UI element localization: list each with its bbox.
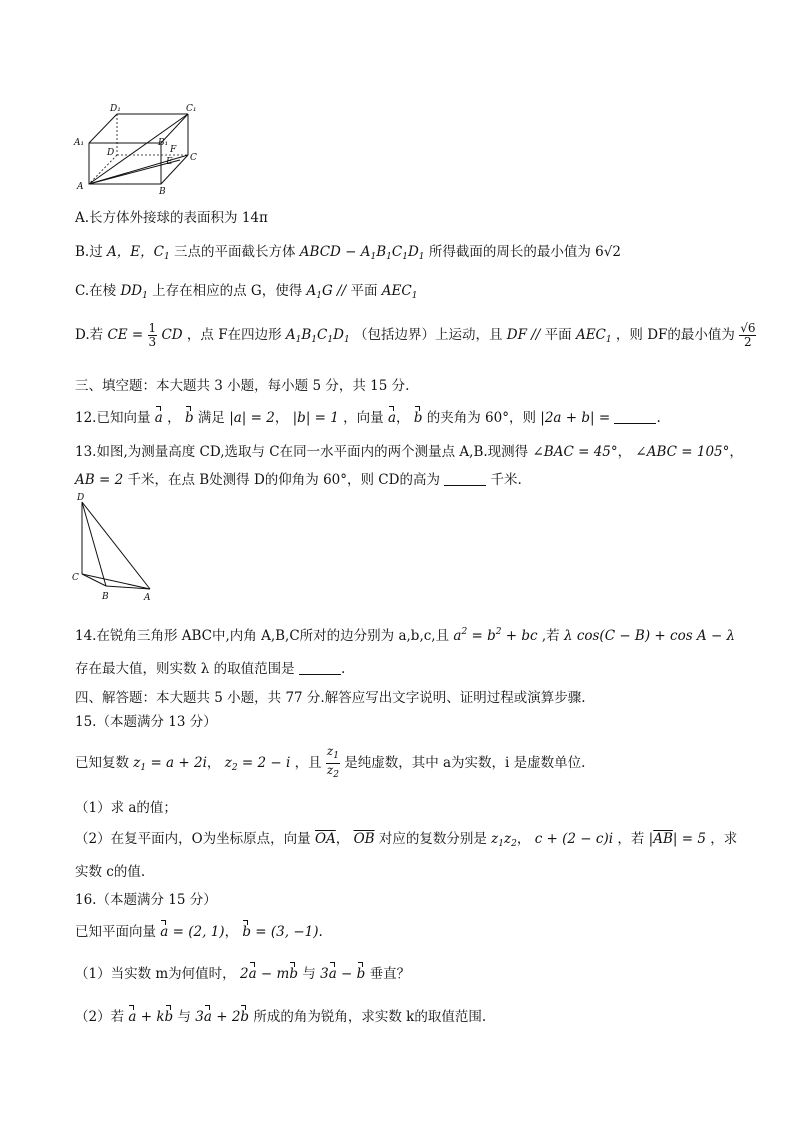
- option-d-text-1: D.若: [75, 327, 104, 343]
- option-c-edge: $DD_1$: [120, 283, 148, 301]
- section-4-title: 四、解答题：本大题共 5 小题，共 77 分.解答应写出文字说明、证明过程或演算步骤.: [75, 690, 586, 706]
- q15-p2-text-2: 对应的复数分别是: [378, 831, 487, 847]
- q16-text-1: 已知平面向量: [75, 924, 156, 940]
- label-d: D: [107, 148, 115, 158]
- option-c-text-3: 平面: [350, 283, 378, 299]
- q12-vec-b2: b: [413, 410, 423, 426]
- option-a-math: 14π: [241, 210, 268, 226]
- q14-equation: $a^2 = b^2$ + bc: [453, 627, 538, 644]
- q13-text-3: 千米.: [490, 472, 522, 488]
- option-c-plane: $AEC_1$: [381, 283, 418, 301]
- option-c: [75, 279, 417, 301]
- question-16-stem: 已知平面向量 a = (2, 1)， b = (3, −1).: [75, 924, 323, 940]
- option-b-text-3: 所得截面的周长的最小值为: [428, 244, 591, 260]
- question-12: 12.已知向量 a ， b 满足 |a| = 2， |b| = 1 ，向量 a， b 的夹角为 60°，则 |2a + b| = .: [75, 410, 661, 426]
- q15-abs-ab: $|\overline{AB}| = 5$: [648, 831, 706, 847]
- q12-text-4: 的夹角为 60°，则: [426, 410, 536, 426]
- q16-p2-expr-1: a + kb: [128, 1009, 174, 1025]
- option-b-text-2: 三点的平面截长方体: [173, 244, 296, 260]
- label-f: F: [170, 145, 177, 155]
- label-d1: D₁: [110, 104, 121, 114]
- q13-text-2: 千米，在点 B处测得 D的仰角为 60°，则 CD的高为: [127, 472, 440, 488]
- q12-answer-blank[interactable]: [614, 410, 656, 424]
- option-d-ce: CE =: [107, 327, 144, 343]
- q16-p2-text-2: 所成的角为锐角，求实数 k的取值范围.: [253, 1009, 487, 1025]
- q15-vec-ob: $\overline{OB}$: [353, 831, 375, 847]
- q13-answer-blank[interactable]: [444, 472, 486, 486]
- cuboid-figure: [72, 100, 202, 195]
- q12-vec-a2: a: [387, 410, 397, 426]
- q12-text-2: 满足: [197, 410, 225, 426]
- option-b: [75, 240, 621, 262]
- question-15-part-1: （1）求 a的值；: [75, 800, 177, 816]
- q12-vec-b: b: [184, 410, 194, 426]
- section-3-title: 三、填空题：本大题共 3 小题，每小题 5 分，共 15 分.: [75, 378, 410, 394]
- option-a-text: A.长方体外接球的表面积为: [75, 210, 238, 226]
- question-14-line-1: [75, 624, 735, 644]
- option-d-quad: $A_1B_1C_1D_1$: [285, 327, 350, 345]
- q16-p1-text-2: 垂直？: [369, 966, 411, 982]
- q15-complex-c: c + (2 − c)i: [534, 831, 614, 847]
- fig2-label-a: A: [144, 593, 151, 603]
- option-c-text-2: 上存在相应的点 G，使得: [152, 283, 303, 299]
- question-16-header: 16.（本题满分 15 分）: [75, 892, 217, 908]
- q12-abs-b: |b| = 1: [292, 410, 339, 426]
- q14-text-3: 存在最大值，则实数 λ 的取值范围是: [75, 661, 295, 677]
- question-13-line-1: 13.如图,为测量高度 CD,选取与 C在同一水平面内的两个测量点 A,B.现测得 ∠BAC = 45°， ∠ABC = 105°，: [75, 444, 743, 460]
- q15-ratio: $\frac{z_1}{z_2}$: [326, 744, 339, 780]
- option-c-text-1: C.在棱: [75, 283, 117, 299]
- option-d-plane: $AEC_1$: [575, 327, 612, 345]
- q14-expression: λ cos(C − B) + cos A − λ: [563, 628, 736, 644]
- option-a: [75, 206, 268, 226]
- q12-text-1: 12.已知向量: [75, 410, 151, 426]
- label-c: C: [190, 153, 197, 163]
- q12-vec-a: a: [154, 410, 163, 426]
- option-d-text-3: （包括边界）上运动，且: [353, 327, 503, 343]
- option-d-answer-frac: $\frac{√6}{2}$: [740, 321, 756, 349]
- q16-p1-expr-2: 3a − b: [320, 966, 366, 982]
- option-b-value: 6√2: [595, 244, 621, 260]
- q15-z1: $z_1 = a + 2i$: [133, 755, 207, 773]
- option-d-text-5: ，则 DF的最小值为: [615, 327, 735, 343]
- q15-z2: $z_2 = 2 - i$: [224, 755, 291, 773]
- q13-text-1: 13.如图,为测量高度 CD,选取与 C在同一水平面内的两个测量点 A,B.现测得: [75, 444, 529, 460]
- q13-angle-abc: ∠ABC = 105°: [635, 444, 730, 460]
- question-16-part-1: （1）当实数 m为何值时， 2a − mb 与 3a − b 垂直？: [75, 966, 411, 982]
- option-d: [75, 322, 756, 349]
- question-15-part-2-line-1: （2）在复平面内，O为坐标原点，向量 $\overline{OA}$， $\overline{OB}$ 对应的复数分别是 $z_1z_2$， c + (2 − c)i ，若 $|\overline{AB}| = 5$ ，求: [75, 831, 738, 849]
- option-c-line: $A_1G$ //: [306, 283, 347, 301]
- label-e: E: [166, 157, 173, 167]
- tetrahedron-figure: [70, 492, 160, 604]
- question-15-header: 15.（本题满分 13 分）: [75, 714, 217, 730]
- q15-vec-oa: $\overline{OA}$: [314, 831, 336, 847]
- q12-expr: |2a + b| =: [540, 410, 611, 426]
- option-b-points: A，E，$C_1$: [107, 244, 170, 262]
- q13-angle-bac: ∠BAC = 45°: [532, 444, 618, 460]
- q16-vec-b: b = (3, −1): [242, 924, 319, 940]
- q16-p1-expr-1: 2a − mb: [239, 966, 298, 982]
- option-d-text-2: ，点 F在四边形: [186, 327, 282, 343]
- question-16-part-2: （2）若 a + kb 与 3a + 2b 所成的角为锐角，求实数 k的取值范围.: [75, 1009, 487, 1025]
- label-b1: B₁: [158, 138, 169, 148]
- fig2-label-d: D: [77, 493, 85, 503]
- q16-p1-text-1: （1）当实数 m为何值时，: [75, 966, 236, 982]
- label-a: A: [77, 182, 84, 192]
- q15-p2-text-3: ，若: [617, 831, 645, 847]
- question-15-part-2-line-2: 实数 c的值.: [75, 864, 146, 880]
- option-b-box: ABCD − $A_1B_1C_1D_1$: [299, 244, 425, 262]
- q14-text-2: ,若: [541, 628, 560, 644]
- fig2-label-b: B: [102, 592, 109, 602]
- q12-abs-a: |a| = 2: [229, 410, 275, 426]
- q15-p2-text-1: （2）在复平面内，O为坐标原点，向量: [75, 831, 311, 847]
- question-15-stem: 已知复数 $z_1 = a + 2i$， $z_2 = 2 - i$ ，且 $\frac{z_1}{z_2}$ 是纯虚数，其中 a为实数，i 是虚数单位.: [75, 744, 586, 780]
- label-c1: C₁: [186, 104, 197, 114]
- q13-ab: AB = 2: [75, 472, 124, 488]
- q16-p2-expr-2: 3a + 2b: [195, 1009, 250, 1025]
- q15-p2-text-4: ，求: [710, 831, 738, 847]
- q12-text-3: ，向量: [343, 410, 384, 426]
- q15-product: $z_1z_2$: [491, 831, 517, 849]
- option-d-cd: CD: [161, 327, 183, 343]
- q14-text-1: 14.在锐角三角形 ABC中,内角 A,B,C所对的边分别为 a,b,c,且: [75, 628, 450, 644]
- option-b-text-1: B.过: [75, 244, 103, 260]
- label-b: B: [159, 187, 166, 195]
- question-13-line-2: [75, 468, 522, 488]
- question-14-line-2: 存在最大值，则实数 λ 的取值范围是 .: [75, 661, 346, 677]
- fig2-label-c: C: [72, 573, 79, 583]
- option-d-text-4: 平面: [544, 327, 572, 343]
- q16-p2-text-1: （2）若: [75, 1009, 125, 1025]
- q15-text-2: ，且: [294, 755, 322, 771]
- q16-vec-a: a = (2, 1): [160, 924, 225, 940]
- label-a1: A₁: [74, 138, 85, 148]
- option-d-fraction: $\frac{1}{3}$: [148, 321, 157, 349]
- q15-text-3: 是纯虚数，其中 a为实数，i 是虚数单位.: [344, 755, 586, 771]
- q15-text-1: 已知复数: [75, 755, 129, 771]
- q14-answer-blank[interactable]: [299, 661, 341, 675]
- option-d-df: DF //: [506, 327, 541, 343]
